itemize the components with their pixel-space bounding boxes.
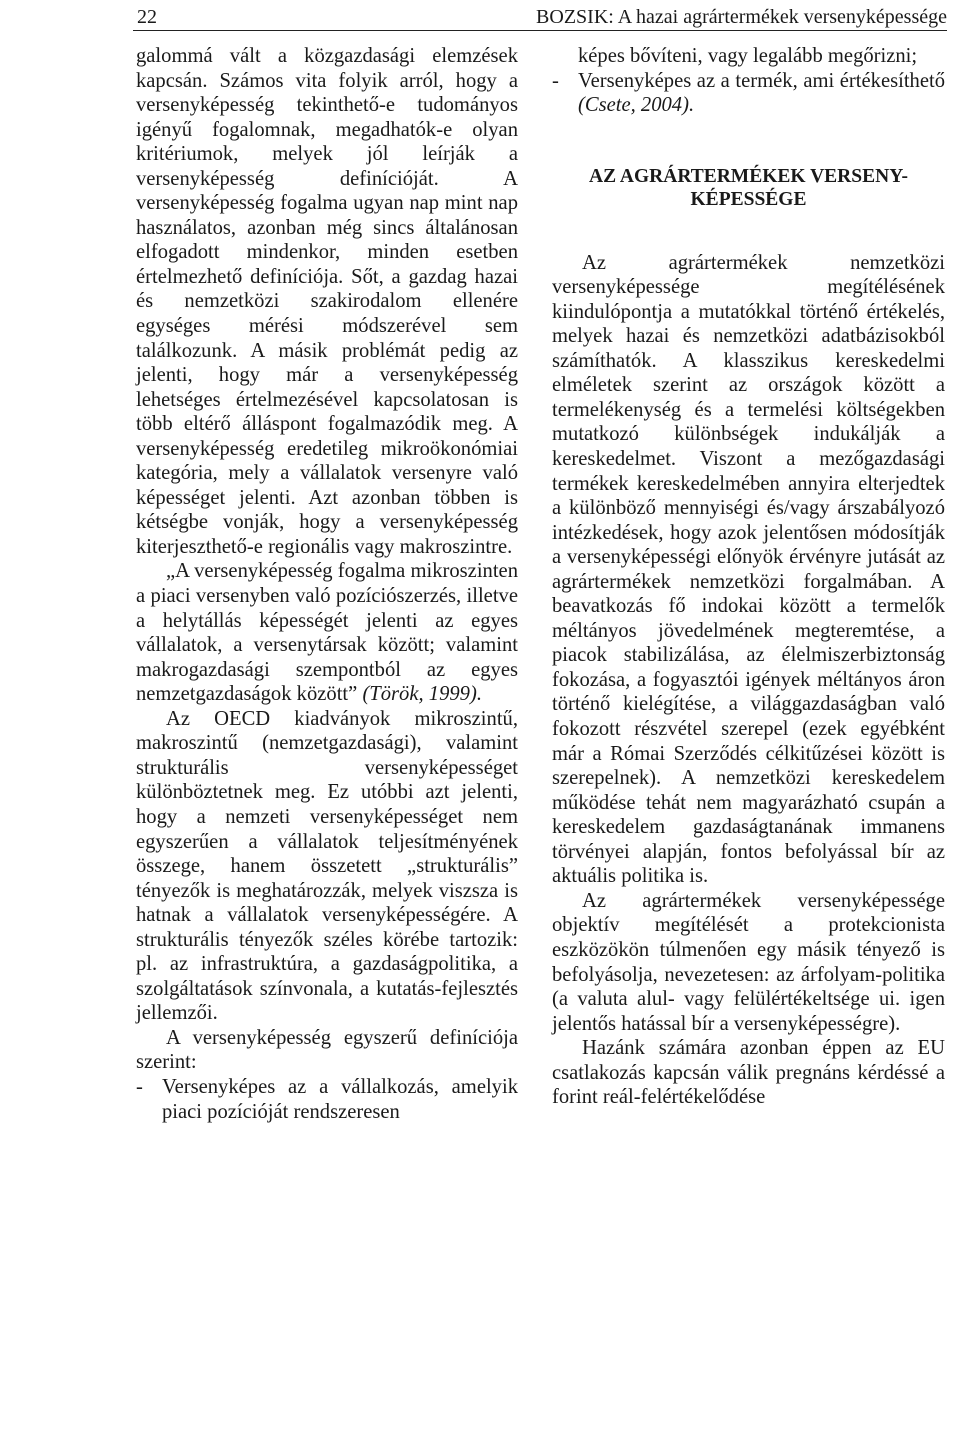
section-heading-line-2: KÉPESSÉGE bbox=[690, 188, 807, 210]
page-header bbox=[133, 4, 947, 31]
paragraph-1: galommá vált a közgazdasági elemzések kapcsán. Számos vita folyik arról, hogy a versenyképesség tekinthető-e tudományos igényű fogalomnak, megadhatók-e olyan kritériumok, melyek jól leírják a versenyképesség definícióját. A versenyképesség fogalma ugyan nap mint nap használatos, azonban még sincs általánosan elfogadott mindenkor, minden esetben értelmezhető definíciója. Sőt, a gazdag hazai és nemzetközi szakirodalom ellenére egységes mérési módszerével sem találkozunk. A másik problémát pedig az jelenti, hogy már a versenyképesség lehetséges értelmezésével kapcsolatosan is több eltérő álláspont fogalmazódik meg. A versenyképesség eredetileg mikroökonómiai kategória, mely a vállalatok versenyre való képességet jelenti. Azt azonban többen is kétségbe vonják, hogy a versenyképesség kiterjeszthető-e regionális vagy makroszintre. bbox=[136, 45, 518, 558]
definition-item-1 bbox=[136, 1075, 518, 1124]
quote-text: „A versenyképesség fogalma mikroszinten a piaci versenyben való pozíciószerzés, illetve a helytállás képességét jelenti az egyes vállalatok, a versenytársak között; valamint makrogazdasági szempontból az egyes nemzetgazdaságok között” bbox=[136, 560, 518, 706]
citation-csete: (Csete, 2004). bbox=[578, 94, 695, 117]
paragraph-6: Az agrártermékek versenyképessége objektív megítélését a protekcionista eszközökön túlmenően egy másik tényező is befolyásolja, nevezetesen: az árfolyam-politika (a valuta alul- vagy felülértékeltsége ui. igen jelentős hatással bír a versenyképességre). bbox=[552, 889, 945, 1035]
definition-item-1-continued bbox=[552, 44, 945, 69]
page-number: 22 bbox=[137, 6, 157, 28]
left-column bbox=[136, 44, 518, 1124]
section-heading bbox=[552, 165, 945, 211]
definition-text-2: Versenyképes az a termék, ami értékesíthető (Csete, 2004). bbox=[578, 69, 945, 117]
paragraph-7: Hazánk számára azonban éppen az EU csatlakozás kapcsán válik pregnáns kérdéssé a forint reál-felértékelődése bbox=[552, 1037, 945, 1109]
right-column bbox=[552, 44, 945, 1110]
paragraph-3: Az OECD kiadványok mikroszintű, makroszintű (nemzetgazdasági), valamint strukturális versenyképességet különböztetnek meg. Ez utóbbi azt jelenti, hogy a nemzeti versenyképességet nem egyszerűen a vállalatok teljesítményének összege, hanem összetett „strukturális” tényezők is meghatározzák, melyek viszsza is hatnak a vállalatok versenyképességére. A strukturális tényezők széles körébe tartozik: pl. az infrastruktúra, a gazdaságpolitika, a szolgáltatások színvonala, a kutatás-fejlesztés jellemzői. bbox=[136, 707, 518, 1025]
section-heading-line-1: AZ AGRÁRTERMÉKEK VERSENY- bbox=[589, 165, 908, 187]
definition-text-1-continued: képes bővíteni, vagy legalább megőrizni; bbox=[578, 45, 918, 67]
paragraph-5: Az agrártermékek nemzetközi versenyképessége megítélésének kiindulópontja a mutatókkal történő értékelés, melyek hazai és nemzetközi adatbázisokból számíthatók. A klasszikus kereskedelmi elméletek szerint az országok között a termelékenység és a termelési költségekben mutatkozó különbségek indukálják a kereskedelmet. Viszont a mezőgazdasági termékek kereskedelmében annyira elterjedtek a különböző mennyiségi és/vagy árszabályozó intézkedések, hogy azok jelentősen módosítják a versenyképességi előnyök érvényre jutását az agrártermékek nemzetközi forgalmában. A beavatkozás fő indokai között a termelők méltányos jövedelmének megteremtése, a piacok stabilizálása, az élelmiszerbiztonság fokozása, a fogyasztói igények méltányos áron történő kielégítése, a világgazdaságban való fokozott részvétel szerepel (ezek egyébként már a Római Szerződés célkitűzései között is szerepelnek). A nemzetközi kereskedelem működése tehát nem magyarázható csupán a kereskedelem gazdaságtanának immanens törvényei alapján, fontos befolyással bír az aktuális politika is. bbox=[552, 251, 945, 888]
dash-marker: - bbox=[552, 69, 559, 92]
citation-torok: (Török, 1999). bbox=[362, 683, 482, 706]
running-title: BOZSIK: A hazai agrártermékek versenyképessége bbox=[536, 6, 947, 28]
definition-item-2 bbox=[552, 69, 945, 118]
paragraph-2 bbox=[136, 559, 518, 706]
dash-marker: - bbox=[136, 1075, 143, 1098]
definition-text-1: Versenyképes az a vállalkozás, amelyik piaci pozícióját rendszeresen bbox=[162, 1075, 518, 1123]
paragraph-4: A versenyképesség egyszerű definíciója szerint: bbox=[136, 1026, 518, 1074]
